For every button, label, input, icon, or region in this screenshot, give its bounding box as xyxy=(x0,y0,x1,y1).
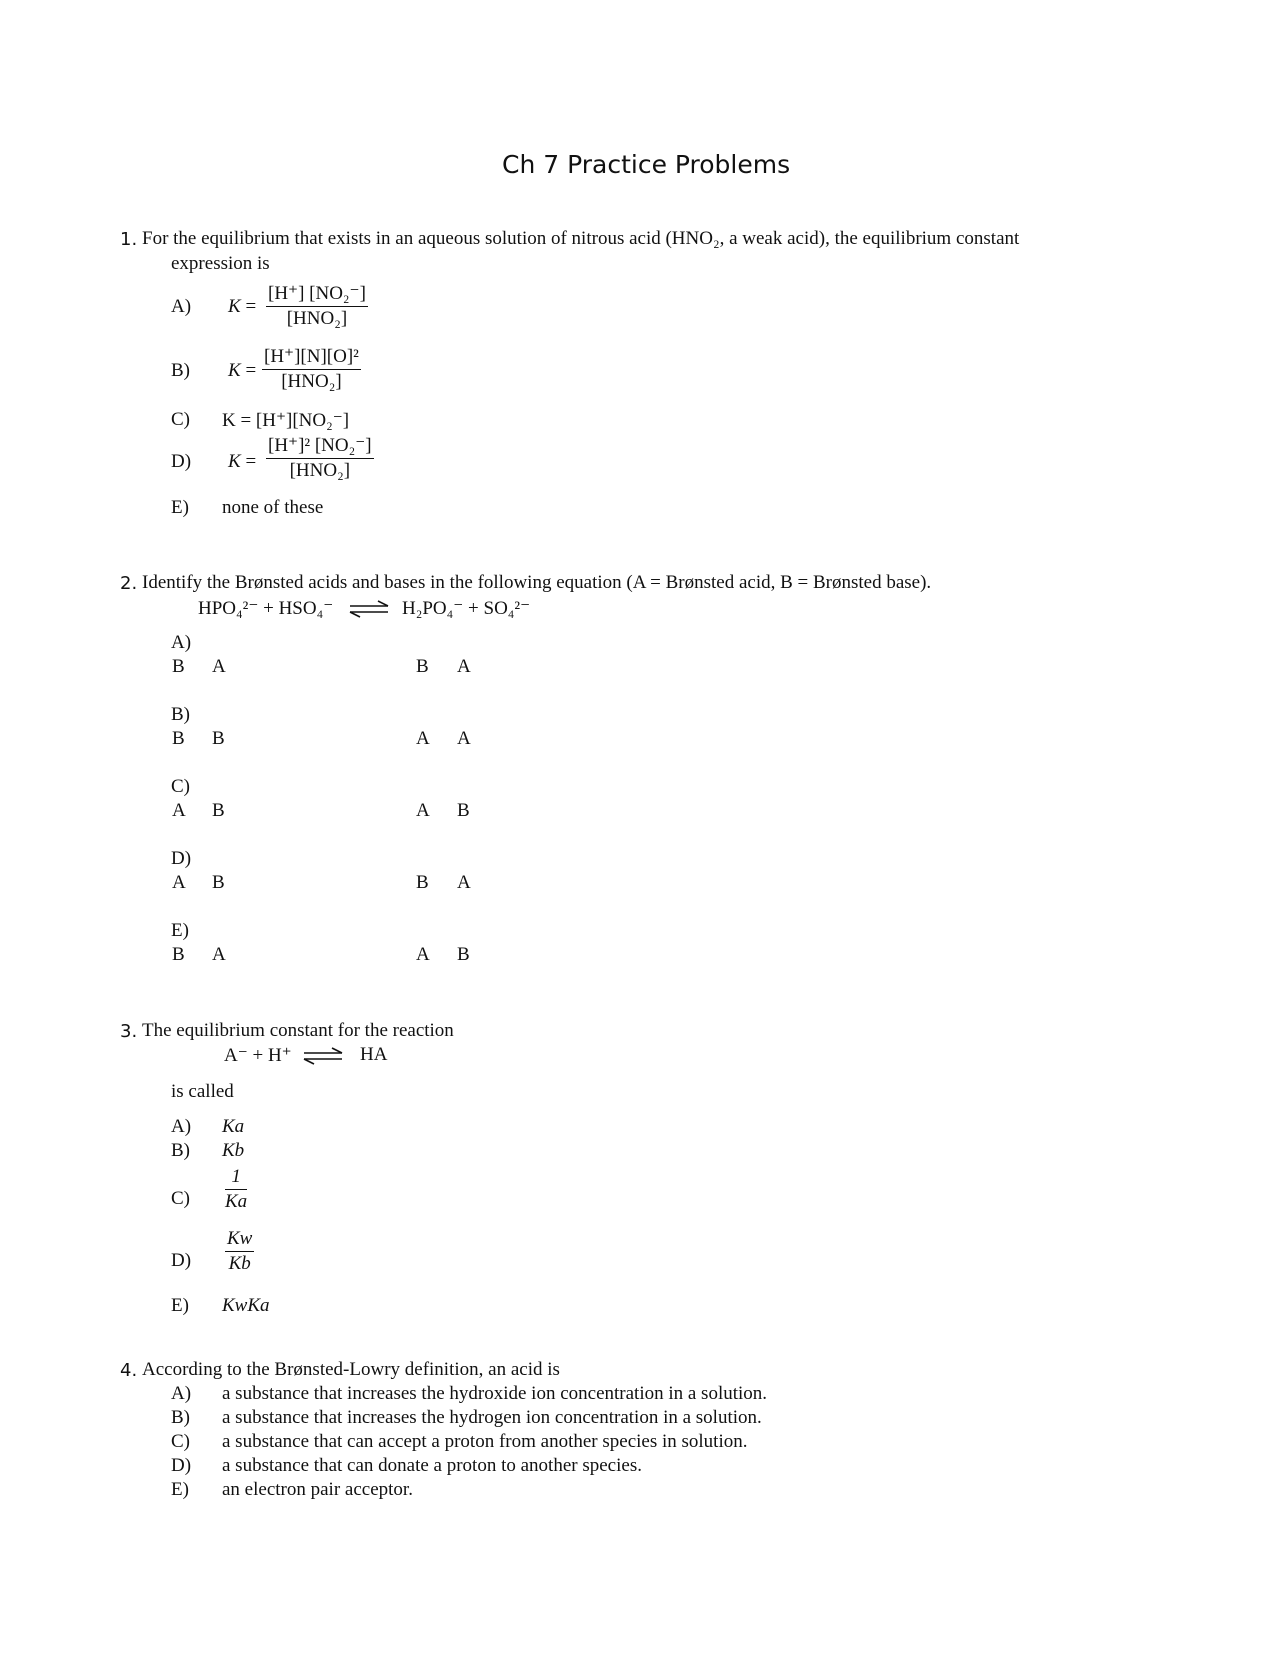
answer-cell: B xyxy=(212,872,225,893)
answer-cell: B xyxy=(212,800,225,821)
fraction xyxy=(266,434,374,482)
answer-cell: B xyxy=(212,728,225,749)
fraction-denominator: [HNO₂] xyxy=(289,460,351,481)
answer-cell: A xyxy=(212,656,226,677)
equilibrium-arrow-icon xyxy=(348,600,390,618)
answer-cell: B xyxy=(457,944,470,965)
option-letter[interactable]: A) xyxy=(171,632,192,653)
k-equals: K = xyxy=(228,451,257,472)
option-text: Kb xyxy=(222,1140,245,1161)
option-text: a substance that increases the hydrogen ion concentration in a solution. xyxy=(222,1407,762,1428)
question-stem: For the equilibrium that exists in an aqueous solution of nitrous acid (HNO₂, a weak acid), the equilibrium constant xyxy=(142,228,1020,249)
answer-cell: A xyxy=(416,800,430,821)
answer-cell: A xyxy=(212,944,226,965)
fraction-numerator: [H⁺] [NO₂⁻] xyxy=(268,283,366,304)
fraction xyxy=(225,1166,247,1213)
equation-products: H₂PO₄⁻ + SO₄²⁻ xyxy=(402,598,531,619)
answer-cell: A xyxy=(457,656,471,677)
answer-cell: A xyxy=(416,944,430,965)
equilibrium-arrow-icon xyxy=(302,1047,344,1065)
question-stem: Identify the Brønsted acids and bases in the following equation (A = Brønsted acid, B = Brønsted base). xyxy=(142,572,932,593)
option-letter[interactable]: C) xyxy=(171,776,190,797)
equation-reactants: HPO₄²⁻ + HSO₄⁻ xyxy=(198,598,334,619)
option-letter[interactable]: D) xyxy=(171,451,192,472)
answer-cell: A xyxy=(172,800,186,821)
option-text: a substance that increases the hydroxide ion concentration in a solution. xyxy=(222,1383,768,1404)
fraction xyxy=(262,345,361,393)
k-equals: K = xyxy=(228,360,257,381)
question-stem-continued: is called xyxy=(171,1081,234,1102)
option-letter[interactable]: C) xyxy=(171,409,190,430)
fraction-numerator: Kw xyxy=(227,1228,253,1249)
option-letter[interactable]: A) xyxy=(171,1383,192,1404)
question-stem-continued: expression is xyxy=(171,253,270,274)
option-letter[interactable]: D) xyxy=(171,1455,192,1476)
fraction xyxy=(225,1228,254,1275)
option-letter[interactable]: C) xyxy=(171,1188,190,1209)
fraction-numerator: 1 xyxy=(231,1166,241,1187)
fraction-denominator: [HNO₂] xyxy=(281,371,342,392)
answer-cell: B xyxy=(172,656,185,677)
fraction-denominator: [HNO₂] xyxy=(286,308,348,329)
option-letter[interactable]: E) xyxy=(171,1295,189,1316)
answer-cell: A xyxy=(457,728,471,749)
option-text: K = [H⁺][NO₂⁻] xyxy=(222,410,350,431)
question-number: 1. xyxy=(120,229,138,250)
answer-cell: A xyxy=(457,872,471,893)
fraction-numerator: [H⁺][N][O]² xyxy=(264,346,359,367)
answer-cell: A xyxy=(416,728,430,749)
k-equals: K = xyxy=(228,296,257,317)
option-letter[interactable]: D) xyxy=(171,848,192,869)
answer-cell: B xyxy=(457,800,470,821)
answer-cell: B xyxy=(416,656,429,677)
option-letter[interactable]: E) xyxy=(171,497,189,518)
question-stem: According to the Brønsted-Lowry definition, an acid is xyxy=(142,1359,560,1380)
question-number: 3. xyxy=(120,1021,138,1042)
option-text: none of these xyxy=(222,497,324,518)
option-text: a substance that can accept a proton from another species in solution. xyxy=(222,1431,748,1452)
question-number: 4. xyxy=(120,1360,138,1381)
option-letter[interactable]: B) xyxy=(171,360,190,381)
option-letter[interactable]: B) xyxy=(171,1140,190,1161)
fraction xyxy=(266,282,368,330)
equation-products: HA xyxy=(360,1044,388,1065)
fraction-denominator: Kb xyxy=(228,1253,251,1274)
option-letter[interactable]: A) xyxy=(171,1116,192,1137)
question-number: 2. xyxy=(120,573,138,594)
option-letter[interactable]: B) xyxy=(171,704,190,725)
equation-reactants: A⁻ + H⁺ xyxy=(224,1045,292,1066)
answer-cell: B xyxy=(416,872,429,893)
option-letter[interactable]: E) xyxy=(171,920,189,941)
question-stem: The equilibrium constant for the reaction xyxy=(142,1020,454,1041)
answer-cell: B xyxy=(172,728,185,749)
fraction-numerator: [H⁺]² [NO₂⁻] xyxy=(268,435,372,456)
option-letter[interactable]: B) xyxy=(171,1407,190,1428)
option-text: an electron pair acceptor. xyxy=(222,1479,413,1500)
option-letter[interactable]: A) xyxy=(171,296,192,317)
option-text: KwKa xyxy=(222,1295,270,1316)
option-text: Ka xyxy=(222,1116,245,1137)
answer-cell: B xyxy=(172,944,185,965)
option-letter[interactable]: D) xyxy=(171,1250,192,1271)
page-title: Ch 7 Practice Problems xyxy=(502,150,791,179)
fraction-denominator: Ka xyxy=(225,1191,248,1212)
option-text: a substance that can donate a proton to another species. xyxy=(222,1455,642,1476)
answer-cell: A xyxy=(172,872,186,893)
option-letter[interactable]: C) xyxy=(171,1431,190,1452)
option-letter[interactable]: E) xyxy=(171,1479,189,1500)
